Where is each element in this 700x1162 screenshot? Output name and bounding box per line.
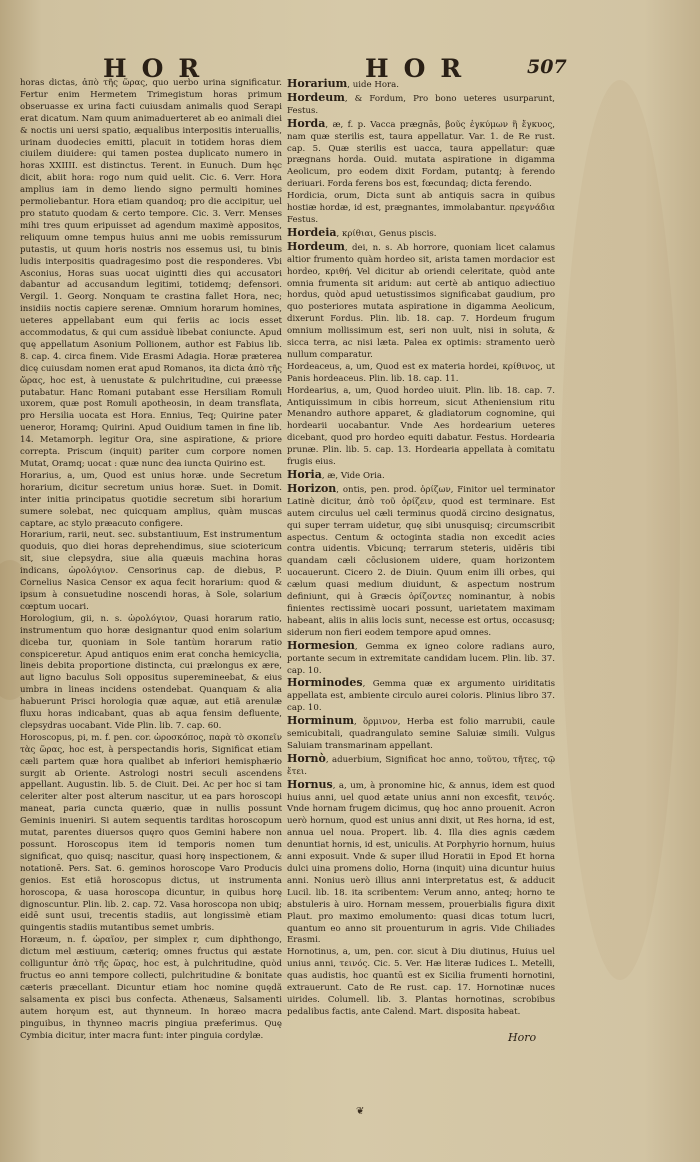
entry-headword: Horarium bbox=[287, 78, 348, 90]
dictionary-entry bbox=[287, 191, 555, 227]
dictionary-entry bbox=[287, 227, 555, 241]
entry-text: , & Fordum, Pro bono ueteres usurparunt, Festus. bbox=[287, 93, 555, 116]
dictionary-entry bbox=[287, 753, 555, 779]
entry-headword: Hordeia bbox=[287, 225, 337, 239]
right-column bbox=[287, 78, 555, 1068]
running-head-right: HOR bbox=[365, 54, 477, 83]
dictionary-entry bbox=[287, 715, 555, 753]
catchword: Horo bbox=[508, 1031, 537, 1044]
dictionary-entry bbox=[20, 78, 282, 471]
entry-headword: Hormesion bbox=[287, 638, 355, 652]
entry-text: , Gemma ex igneo colore radians auro, portante secum in extremitate candidam lucem. Plin. lib. 37. cap. 10. bbox=[287, 641, 555, 676]
entry-text: , uide Hora. bbox=[347, 80, 399, 90]
entry-text: , ὅρμινον, Herba est folio marrubii, caule semicubitali, quadrangulato semine Saluiæ simili. Vulgus Saluiam transmarinam appellant. bbox=[287, 717, 555, 751]
dictionary-entry bbox=[287, 118, 555, 191]
entry-headword: Horia bbox=[287, 468, 322, 481]
entry-text: Horæum, n. f. ὡραῖον, per simplex r, cum diphthongo, dictum mel æstiuum, cæteriq; omnes fructus qui æstate colliguntur ἀπὸ τῆς ὥρας, hoc est, à pulchritudine, quòd fructus eo anni tempore collecti, pulchritudine & bonitate cæteris præcellant. Dicuntur etiam hoc nomine quędã salsamenta ex pisci bus confecta. Athenæus, Salsamenti autem horęum est, aut thynneum. In horæo macra pinguibus, in thynneo macris pingiua præferimus. Quę Cymbia dicitur, inter macra funt: inter pinguia cordylæ. bbox=[20, 935, 282, 1041]
page-number: 507 bbox=[527, 56, 567, 78]
dictionary-entry bbox=[287, 947, 555, 1018]
entry-text: Horarium, rarii, neut. sec. substantiuum, Est instrumentum quoduis, quo diei horas deprehendimus, siue sciotericum sit, siue clepsydra, siue alia quæuis machina horas indicans, ὡρολόγιον. Censorinus cap. de diebus, P. Cornelius Nasica Censor ex aqua fecit horarium: quod & ipsum à consuetudine noscendi horas, à Sole, solarium cœptum uocari. bbox=[20, 530, 282, 612]
entry-text: Hornotinus, a, um, pen. cor. sicut à Diu diutinus, Huius uel unius anni, τεινός. Cic. 5. Ver. Hæ literæ Iudices L. Metelli, quas audistis, hoc quantū est ex Sicilia frumenti hornotini, extrauerunt. Cato de Re rust. cap. 17. Hornotinæ nuces uirides. Columell. lib. 3. Plantas hornotinas, scrobibus pedalibus factis, ante Calend. Mart. disposita habeat. bbox=[287, 947, 555, 1017]
entry-text: horas dictas, ἀπὸ τῆς ὥρας, quo uerbo urina significatur. Fertur enim Hermetem Trimegistum horas primum obseruasse ex urina facti cuiusdam animalis quod Serapi erat dicatum. Nam quum animaduerteret ab eo animali diei & noctis uni uersi spatio, æqualibus interpositis interuallis, urinam duodecies emitti, placuit in totidem horas diem ciuilem diuidere: qui tamen postea duplicato numero in horas XXIIII. est distinctus. Terent. in Eunuch. Dum hęc dicit, abiit hora: rogo num quid uelit. Cic. 6. Verr. Hora amplius iam in demo liendo signo permulti homines permoliebantur. Hora etiam quandoq; pro die accipitur, uel pro statuto quodam & certo tempore. Cic. 3. Verr. Menses mihi tres quum eripuisset ad agendum maximè appositos, reliquum omne tempus huius anni me uobis remissurum putastis, ut quum horis nostris nos essemus usi, tu binis ludis interpositis quadragesimo post die responderes. Vbi Asconius, Horas suas uocat uigintti dies qui accusatori dabantur ad accusandum legitimi, totidemq; defensori. Vergil. 1. Georg. Nonquam te crastina fallet Hora, nec; insidiis noctis capiere serenæ. Omnium horarum homines, ueteres appellabant eum qui feriis ac iocis esset accommodatus, & qui cum assiduè libebat coniuncte. Apud quę appellatum Asonium Pollionem, author est Fabius lib. 8. cap. 4. circa finem. Vide Erasmi Adagia. Horæ præterea dicę cuiusdam nomen erat apud Romanos, ita dicta ἀπὸ τῆς ὥρας, hoc est, à uenustate & pulchritudine, cui præesse putabatur. Hanc Romani putabant esse Hersiliam Romuli uxorem, quæ post Romuli apotheosin, in deam transflata, pro Hersilia uocata est Hora. Ennius, Teq; Quirine pater ueneror, Horamq; Quirini. Apud Ouidium tamen in fine lib. 14. Metamorph. legitur Ora, sine aspiratione, & priore correpta. Priscum (inquit) pariter cum corpore nomen Mutat, Oramq; uocat : quæ nunc dea iuncta Quirino est. bbox=[20, 78, 282, 469]
dictionary-entry bbox=[287, 386, 555, 469]
dictionary-entry bbox=[287, 469, 555, 483]
entry-text: , ontis, pen. prod. ὁρίζων, Finitor uel terminator Latinè dicitur, ἀπὸ τοῦ ὁρίζειν, quod est terminare. Est autem circulus uel cæli terminus quodã circino designatus, qui super terram uidetur, quę sibi unusquisq; circumscribit aspectus. Centum & octoginta stadia non excedit acies contra uidentis. Vbicunq; terrarum steteris, uidēris tibi quandam cæli cōclusionem uidere, quam horizontem uocauerunt. Cicero 2. de Diuin. Quum enim illi orbes, qui cælum quasi medium diuidunt, & aspectum nostrum definiunt, qui à Græcis ὁρίζοντες nominantur, à nobis finientes rectissimè uocari possunt, uarietatem maximam habeant, aliis in aliis locis sunt, necesse est ortus, occasusq; siderum non fieri eodem tempore apud omnes. bbox=[287, 484, 555, 638]
entry-text: Hordicia, orum, Dicta sunt ab antiquis sacra in quibus hostiæ hordæ, id est, prægnantes, immolabantur. πρεγνάδια Festus. bbox=[287, 191, 555, 225]
entry-headword: Hornus bbox=[287, 777, 333, 791]
dictionary-entry bbox=[287, 483, 555, 640]
dictionary-entry bbox=[287, 92, 555, 118]
dictionary-entry bbox=[287, 779, 555, 948]
entry-headword: Horda bbox=[287, 116, 326, 130]
entry-text: Horarius, a, um, Quod est unius horæ. unde Secretum horarium, dicitur secretum unius horæ. Suet. in Domit. inter initia principatus quotidie secretum sibi horarium sumere solebat, nec quicquam amplius, quàm muscas captare, ac stylo præacuto configere. bbox=[20, 470, 282, 529]
dictionary-entry bbox=[20, 614, 282, 733]
dictionary-entry bbox=[287, 241, 555, 362]
paper-margin-shade bbox=[560, 80, 680, 980]
entry-headword: Hornò bbox=[287, 751, 326, 765]
entry-text: , Gemma quæ ex argumento uiriditatis appellata est, ambiente circulo aurei coloris. Plinius libro 37. cap. 10. bbox=[287, 679, 555, 714]
dictionary-entry bbox=[20, 471, 282, 531]
entry-headword: Horminum bbox=[287, 714, 354, 728]
entry-headword: Horminodes bbox=[287, 676, 363, 690]
entry-text: , κρίθιαι, Genus piscis. bbox=[336, 228, 437, 239]
entry-text: , dei, n. s. Ab horrore, quoniam licet calamus altior frumento quàm hordeo sit, arista tamen mordacior est hordeo, κριθή. Vel dicitur ab oriendi celeritate, quòd ante omnia frumenta sit aridum: aut certè ab antiquo adiectiuo hordus, quòd apud uetustissimos significabat gaudium, pro quo posteriores mutata aspiratione in digamma Aeolicum, dixerunt Fordus. Plin. lib. 18. cap. 7. Hordeum frugum omnium mollissimum est, seri non uult, nisi in soluta, & sicca terra, ac nisi læta. Palea ex optimis: stramento uerò nullum comparatur. bbox=[287, 242, 555, 360]
entry-text: , a, um, à pronomine hic, & annus, idem est quod huius anni, uel quod ætate unius anni non excesfit, τεινός. Vnde hornam frugem dicimus, quę hoc anno prouenit. Acron uerò hornum, quod est unius anni dixit, ut Res horna, id est, annua uel noua. Propert. lib. 4. Illa dies agnis cædem denuntiat hornis, id est, uniculis. At Porphyrio hornum, huius anni exposuit. Vnde & super illud Horatii in Epod Et horna dulci uina promens dolio, Horna (inquit) uina dicuntur huius anni. Nonius uerò illius anni interpretatus est, & adducit Lucil. lib. 18. ita scribentem: Verum anno, anteq; horno te abstuleris à uiro. Hornam messem, prouerbialis figura dixit Plaut. pro maximo emolumento: quasi dicas totum lucri, quantum eo anno sit prouenturum in agris. Vide Chiliades Erasmi. bbox=[287, 780, 555, 946]
dictionary-entry bbox=[20, 733, 282, 935]
dictionary-entry bbox=[287, 640, 555, 678]
left-column bbox=[20, 78, 282, 1068]
entry-text: Horologium, gii, n. s. ὡρολόγιον, Quasi horarum ratio, instrumentum quo horæ designantur quod enim solarium diceba tur, quoniam in Sole tantùm horarum ratio conspiceretur. Apud antiquos enim erat concha hemicyclia, lineis debita proportione distincta, cui prælongus ex ære, aut ligno baculus Soli oppositus superemineebat, & eius umbra in lineas incidens ostendebat. Quanquam & alia habuerunt Prisci horologia quæ aquæ, aut etiã arenulæ fluxu horas indicabant, quas ab aqua fensim defluente, clepsydras uocabant. Vide Plin. lib. 7. cap. 60. bbox=[20, 613, 282, 731]
entry-text: Hordeaceus, a, um, Quod est ex materia hordei, κρίθινος, ut Panis hordeaceus. Plin. lib. 18. cap. 11. bbox=[287, 361, 555, 384]
page-ornament: ❦ bbox=[356, 1106, 365, 1117]
entry-text: , aduerbium, Significat hoc anno, τοῦτου, τῆτες, τῷ ἔτει. bbox=[287, 754, 555, 777]
entry-headword: Horizon bbox=[287, 481, 337, 495]
entry-text: Hordearius, a, um, Quod hordeo uiuit. Plin. lib. 18. cap. 7. Antiquissimum in cibis horreum, sicut Atheniensium ritu Menandro authore apparet, & gladiatorum cognomine, qui hordearii uocabantur. Vnde Aes hordearium ueteres dicebant, quod pro hordeo equiti dabatur. Festus. Hordearia prunæ. Plin. lib. 5. cap. 13. Hordearia appellata à comitatu frugis eius. bbox=[287, 385, 555, 468]
entry-headword: Hordeum bbox=[287, 239, 345, 253]
dictionary-entry bbox=[20, 530, 282, 613]
dictionary-entry bbox=[287, 78, 555, 92]
entry-text: Horoscopus, pi, m. f. pen. cor. ὡροσκόπος, παρὰ τὸ σκοπεῖν τὰς ὥρας, hoc est, à perspectandis horis, Significat etiam cæli partem quæ hora qualibet ab inferiori hemisphærio surgit ab Oriente. Astrologi nostri seculi ascendens appellant. Augustin. lib. 5. de Ciuit. Dei. Ac per hoc si tam celeriter alter post alterum nascitur, ut ea pars horoscopi maneat, paria cuncta quærio, quæ in nullis possunt Geminis inueniri. Si autem sequentis tarditas horoscopum mutat, parentes diuersos quęro quos Gemini habere non possunt. Horoscopus item id temporis nomen tum significat, quo quisq; nascitur, quasi horę inspectionem, & notationē. Pers. Sat. 6. geminos horoscope Varo Producis genios. Est etiã horoscopus dictus, ut instrumenta horoscopa, & uasa horoscopa dicuntur, in quibus horę dignoscuntur. Plin. lib. 2. cap. 72. Vasa horoscopa non ubiq; eidē sunt usui, trecentis stadiis, aut longissimè etiam quingentis stadiis mutantibus semet umbris. bbox=[20, 732, 282, 934]
dictionary-entry bbox=[287, 362, 555, 386]
dictionary-entry bbox=[287, 677, 555, 715]
running-head-left: HOR bbox=[103, 54, 215, 83]
dictionary-entry bbox=[20, 935, 282, 1042]
entry-headword: Hordeum bbox=[287, 90, 345, 104]
entry-text: , æ, f. p. Vacca prægnās, βοῦς ἐγκύμων ἢ ἔγκυος, nam quæ sterilis est, taura appellatur. Var. 1. de Re rust. cap. 5. Quæ sterilis est uacca, taura appellatur: quæ prægnans horda. Ouid. mutata aspiratione in digamma Aeolicum, pro eodem dixit Fordam, putantq; à ferendo deriuari. Forda ferens bos est, fœcundaq; dicta ferendo. bbox=[287, 119, 555, 190]
entry-text: , æ, Vide Oria. bbox=[321, 471, 385, 481]
